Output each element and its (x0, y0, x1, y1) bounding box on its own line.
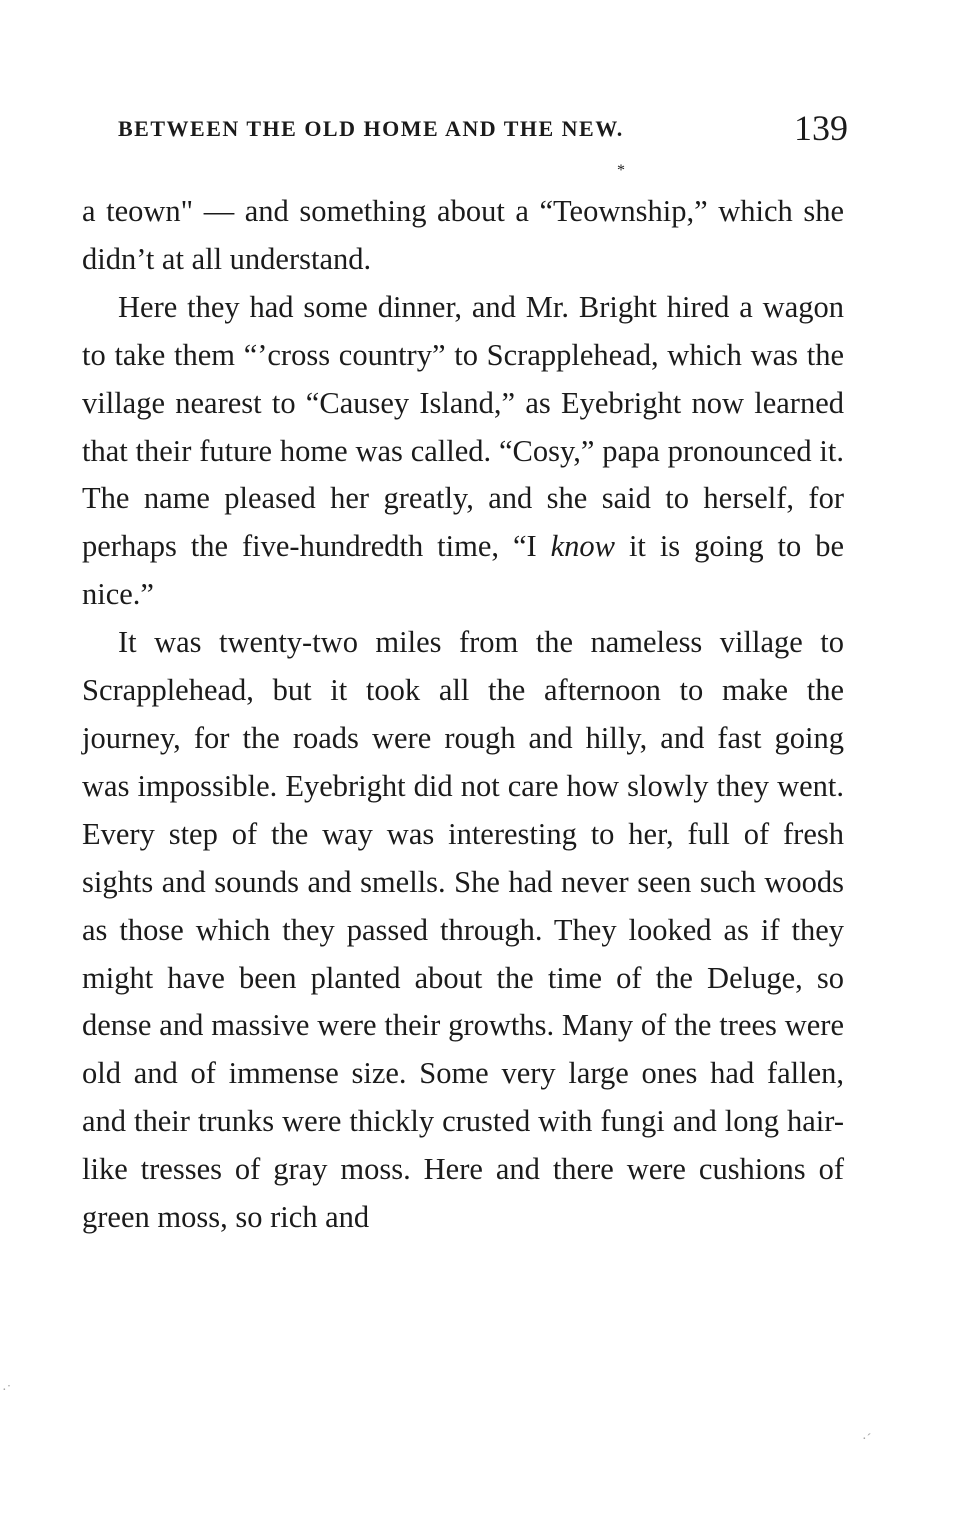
margin-specks-right: ·ˊ (862, 1432, 872, 1447)
print-mark: * (617, 162, 625, 179)
emphasis-text: know (550, 529, 615, 564)
page-number: 139 (794, 108, 848, 148)
paragraph-text-end: it is going to be nice.” (82, 529, 844, 612)
margin-specks-left: ·˙ (2, 1383, 12, 1398)
paragraph-text: a teown" — and something about a “Teownship,” which she didn’t at all understand. (82, 194, 844, 276)
body-text (82, 188, 844, 1242)
paragraph-text: It was twenty-two miles from the nameless village to Scrapplehead, but it took all the afternoon to make the journey, for the roads were rough and hilly, and fast going was impossible. Eyebright did not care how slowly they went. Every step of the way was interesting to her, full of fresh sights and sounds and smells. She had never seen such woods as those which they passed through. They looked as if they might have been planted about the time of the Deluge, so dense and massive were their growths. Many of the trees were old and of immense size. Some very large ones had fallen, and their trunks were thickly crusted with fungi and long hair-like tresses of gray moss. Here and there were cushions of green moss, so rich and (82, 625, 844, 1235)
paragraph-continued (82, 188, 844, 284)
paragraph-text: Here they had some dinner, and Mr. Bright hired a wagon to take them “’cross country” to Scrapplehead, which was the village nearest to “Causey Island,” as Eyebright now learned that their future home was called. “Cosy,” papa pronounced it. The name pleased her greatly, and she said to herself, for perhaps the five-hundredth time, “I (82, 289, 844, 564)
running-title: BETWEEN THE OLD HOME AND THE NEW. (118, 116, 624, 141)
paragraph (82, 619, 844, 1242)
running-head (118, 106, 848, 150)
paragraph (82, 284, 844, 619)
